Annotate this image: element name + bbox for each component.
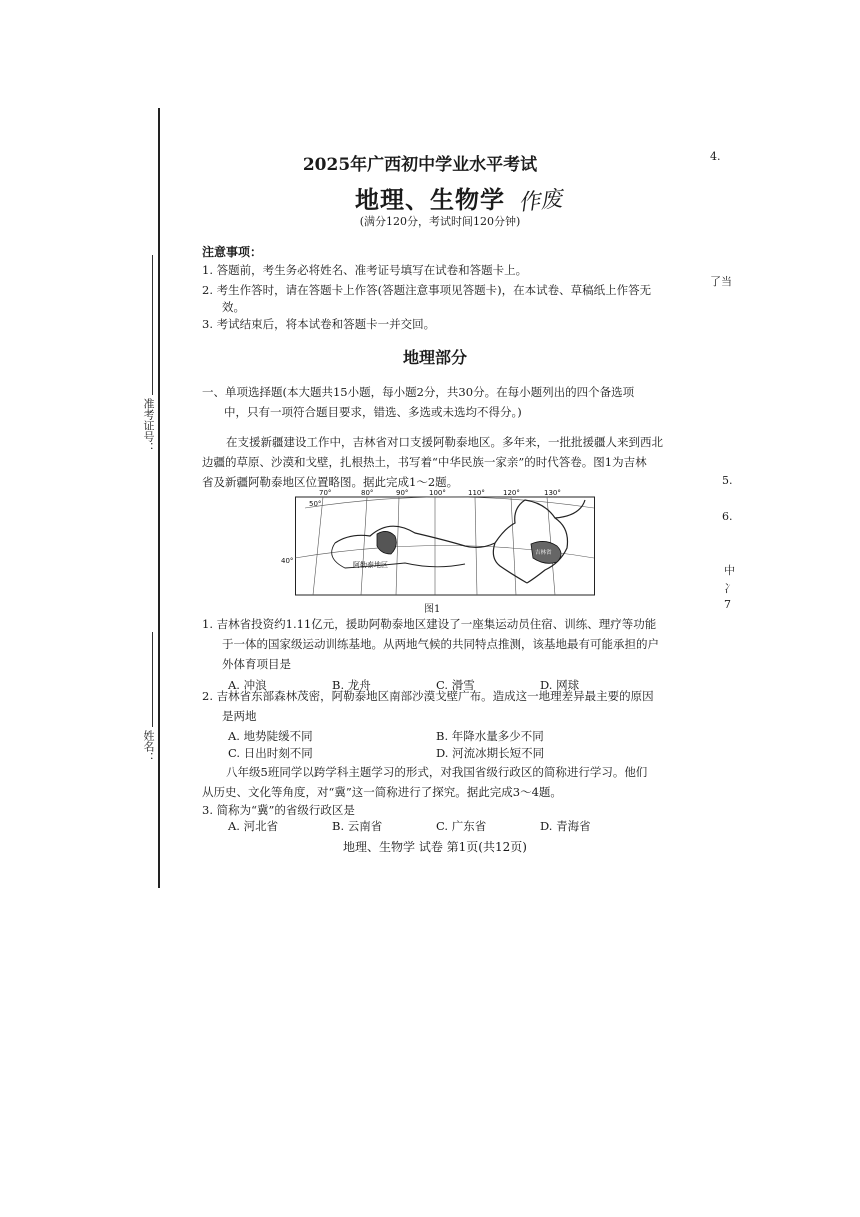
notes-heading: 注意事项： (202, 245, 263, 259)
q1-line3: 外体育项目是 (222, 657, 291, 671)
figure-caption: 图1 (424, 604, 441, 615)
map-lon-100: 100° (429, 489, 446, 497)
map-lat-40: 40° (281, 557, 294, 565)
part-heading (202, 382, 634, 422)
passage-2-line2: 从历史、文化等角度，对“冀”这一简称进行了探究。据此完成3～4题。 (202, 785, 562, 799)
next-page-fragment-1: 4. (710, 150, 721, 163)
location-map (281, 488, 595, 596)
q1-line1: 1. 吉林省投资约1.11亿元，援助阿勒泰地区建设了一座集运动员住宿、训练、理疗等功能 (202, 617, 657, 631)
passage-1-line3: 省及新疆阿勒泰地区位置略图。据此完成1～2题。 (202, 475, 459, 489)
map-lon-70: 70° (319, 489, 332, 497)
exam-info: (满分120分，考试时间120分钟) (359, 215, 521, 228)
q3-option-c: C. 广东省 (436, 819, 487, 833)
exam-title: 2025年广西初中学业水平考试 (302, 155, 538, 175)
map-lon-130: 130° (544, 489, 561, 497)
exam-id-underline (152, 255, 153, 395)
passage-1 (202, 432, 663, 492)
map-label-jilin: 吉林省 (535, 550, 552, 556)
q2-option-c: C. 日出时刻不同 (228, 746, 313, 760)
q2-option-a: A. 地势陡缓不同 (228, 729, 313, 743)
map-lon-120: 120° (503, 489, 520, 497)
q3-option-a: A. 河北省 (228, 819, 279, 833)
q1-option-c: C. 滑雪 (436, 678, 475, 692)
question-1 (202, 614, 659, 674)
note-1: 1. 答题前，考生务必将姓名、准考证号填写在试卷和答题卡上。 (202, 263, 528, 277)
name-label: 姓名： (142, 730, 155, 763)
map-lat-50: 50° (309, 500, 322, 508)
subject-title: 地理、生物学 (355, 185, 505, 214)
note-2: 2. 考生作答时，请在答题卡上作答(答题注意事项见答题卡)，在本试卷、草稿纸上作答无 (202, 283, 652, 297)
next-page-fragment-3: 5. (722, 474, 733, 487)
question-3: 3. 简称为“冀”的省级行政区是 (202, 803, 355, 817)
note-2-cont: 效。 (222, 300, 245, 314)
question-2 (202, 686, 654, 726)
passage-1-line2: 边疆的草原、沙漠和戈壁，扎根热土，书写着“中华民族一家亲”的时代答卷。图1为吉林 (202, 455, 647, 469)
q2-option-d: D. 河流冰期长短不同 (436, 746, 545, 760)
handwritten-note: 作废 (517, 186, 564, 217)
next-page-fragment-5: 中 (724, 564, 735, 577)
passage-2-line1: 八年级5班同学以跨学科主题学习的形式，对我国省级行政区的简称进行学习。他们 (226, 765, 648, 779)
note-3: 3. 考试结束后，将本试卷和答题卡一并交回。 (202, 317, 436, 331)
next-page-fragment-7: 7 (724, 598, 731, 611)
q1-option-a: A. 冲浪 (228, 678, 267, 692)
part-heading-line1: 一、单项选择题(本大题共15小题，每小题2分，共30分。在每小题列出的四个备选项 (202, 385, 635, 399)
q3-option-d: D. 青海省 (540, 819, 591, 833)
map-lon-110: 110° (468, 489, 485, 497)
q2-option-b: B. 年降水量多少不同 (436, 729, 544, 743)
q1-line2: 于一体的国家级运动训练基地。从两地气候的共同特点推测，该基地最有可能承担的户 (222, 637, 659, 651)
passage-1-line1: 在支援新疆建设工作中，吉林省对口支援阿勒泰地区。多年来，一批批援疆人来到西北 (226, 435, 663, 449)
part-heading-line2: 中，只有一项符合题目要求，错选、多选或未选均不得分。) (224, 405, 522, 419)
name-underline (152, 632, 153, 727)
next-page-fragment-4: 6. (722, 510, 733, 523)
q3-option-b: B. 云南省 (332, 819, 383, 833)
q1-option-b: B. 龙舟 (332, 678, 371, 692)
q2-line1: 2. 吉林省东部森林茂密，阿勒泰地区南部沙漠戈壁广布。造成这一地理差异最主要的原因 (202, 689, 654, 703)
map-lon-90: 90° (396, 489, 409, 497)
next-page-fragment-6: 冫 (724, 582, 735, 595)
page-footer: 地理、生物学 试卷 第1页(共12页) (343, 840, 527, 854)
section-title: 地理部分 (402, 348, 467, 367)
map-label-altay: 阿勒泰地区 (353, 561, 388, 569)
map-lon-80: 80° (361, 489, 374, 497)
next-page-fragment-2: 了当 (710, 275, 732, 288)
passage-2 (202, 762, 647, 802)
exam-id-label: 准考证号： (142, 398, 155, 453)
q1-option-d: D. 网球 (540, 678, 580, 692)
q2-line2: 是两地 (222, 709, 257, 723)
